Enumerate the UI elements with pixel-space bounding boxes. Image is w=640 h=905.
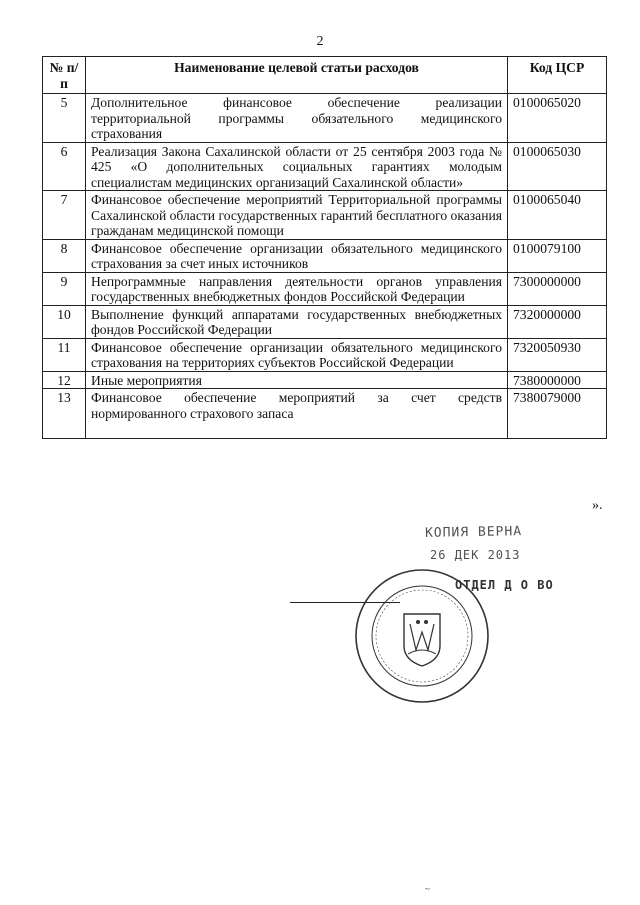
copy-certified-stamp: КОПИЯ ВЕРНА xyxy=(424,524,523,541)
row-name: Финансовое обеспечение организации обязательного медицинского страхования за счет иных источников xyxy=(86,239,508,272)
row-name: Непрограммные направления деятельности органов управления государственных внебюджетных фондов Российской Федерации xyxy=(86,272,508,305)
row-number: 13 xyxy=(43,389,86,439)
table-row xyxy=(43,305,607,338)
row-number: 10 xyxy=(43,305,86,338)
footer-mark: ~ xyxy=(425,884,430,894)
row-code: 0100079100 xyxy=(508,239,607,272)
page-number: 2 xyxy=(316,34,324,49)
row-number: 9 xyxy=(43,272,86,305)
row-name: Иные мероприятия xyxy=(86,371,508,389)
date-stamp: 26 ДЕК 2013 xyxy=(430,548,521,562)
table-row xyxy=(43,338,607,371)
row-code: 7300000000 xyxy=(508,272,607,305)
table-header-row xyxy=(43,57,607,94)
row-number: 8 xyxy=(43,239,86,272)
table-row xyxy=(43,142,607,191)
row-number: 5 xyxy=(43,94,86,143)
table-row xyxy=(43,239,607,272)
row-number: 12 xyxy=(43,371,86,389)
row-code: 0100065020 xyxy=(508,94,607,143)
row-code: 7380000000 xyxy=(508,371,607,389)
row-code: 7380079000 xyxy=(508,389,607,439)
header-number: № п/п xyxy=(43,57,86,94)
row-code: 0100065040 xyxy=(508,191,607,240)
header-code: Код ЦСР xyxy=(508,57,607,94)
row-name: Выполнение функций аппаратами государственных внебюджетных фондов Российской Федерации xyxy=(86,305,508,338)
table-row xyxy=(43,371,607,389)
row-name: Финансовое обеспечение организации обязательного медицинского страхования на территориях субъектов Российской Федерации xyxy=(86,338,508,371)
row-name: Дополнительное финансовое обеспечение реализации территориальной программы обязательного медицинского страхования xyxy=(86,94,508,143)
header-name: Наименование целевой статьи расходов xyxy=(86,57,508,94)
row-name: Финансовое обеспечение мероприятий Территориальной программы Сахалинской области государственных гарантий бесплатного оказания гражданам медицинской помощи xyxy=(86,191,508,240)
table-row xyxy=(43,389,607,439)
row-code: 0100065030 xyxy=(508,142,607,191)
row-code: 7320000000 xyxy=(508,305,607,338)
expense-codes-table xyxy=(42,56,607,439)
table-row xyxy=(43,272,607,305)
department-stamp: ОТДЕЛ Д О ВО xyxy=(455,578,554,592)
row-number: 11 xyxy=(43,338,86,371)
closing-quote: ». xyxy=(592,498,603,513)
row-number: 7 xyxy=(43,191,86,240)
row-name: Финансовое обеспечение мероприятий за счет средств нормированного страхового запаса xyxy=(86,389,508,439)
table-row xyxy=(43,191,607,240)
row-number: 6 xyxy=(43,142,86,191)
table-row xyxy=(43,94,607,143)
row-code: 7320050930 xyxy=(508,338,607,371)
row-name: Реализация Закона Сахалинской области от 25 сентября 2003 года № 425 «О дополнительных социальных гарантиях молодым специалистам медицинских организаций Сахалинской области» xyxy=(86,142,508,191)
official-seal xyxy=(352,566,492,706)
